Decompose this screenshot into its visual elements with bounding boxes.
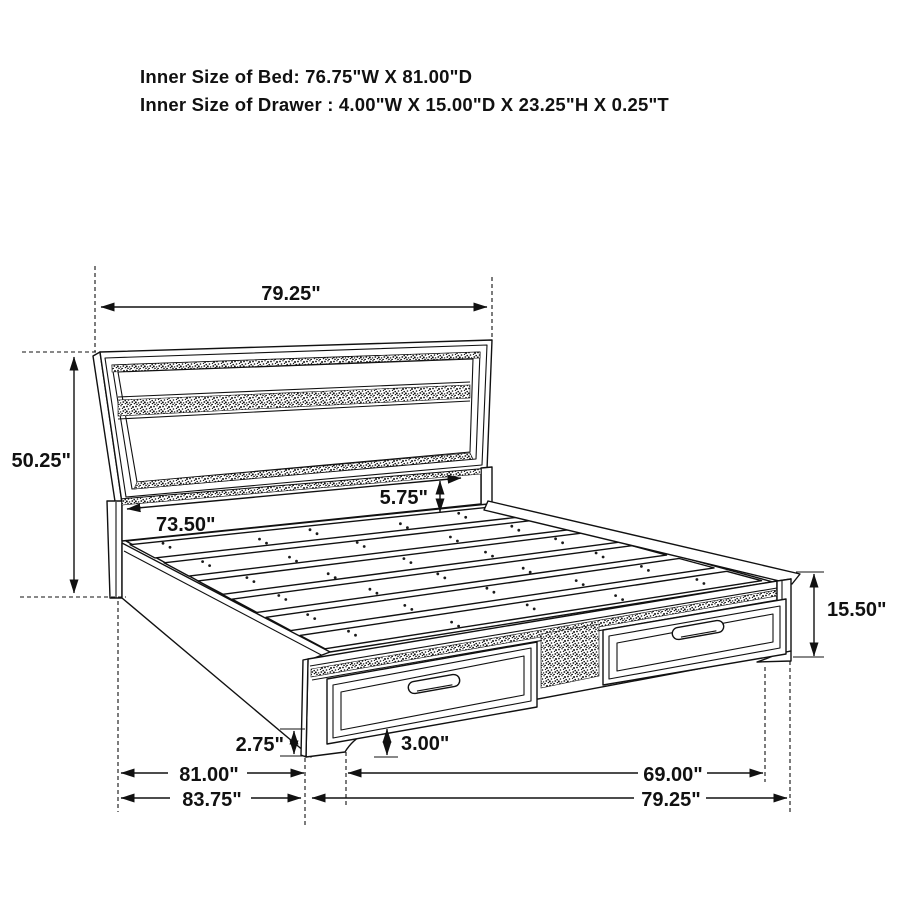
dim-headboard-width bbox=[95, 266, 492, 352]
dim-overall-length bbox=[121, 789, 301, 811]
label-inner-rail-length: 73.50" bbox=[156, 514, 216, 536]
label-rail-height: 5.75" bbox=[379, 487, 428, 509]
label-footboard-width: 79.25" bbox=[641, 789, 701, 811]
bed-drawing bbox=[93, 340, 800, 757]
header-note-bed: Inner Size of Bed: 76.75"W X 81.00"D bbox=[140, 66, 473, 87]
dim-drawer-section-width bbox=[348, 764, 763, 786]
label-overall-height: 50.25" bbox=[11, 450, 71, 472]
label-center-clearance: 3.00" bbox=[401, 733, 450, 755]
header-note-drawer: Inner Size of Drawer : 4.00"W X 15.00"D X 23.25"H X 0.25"T bbox=[140, 94, 669, 115]
dim-inner-length bbox=[121, 764, 304, 786]
label-headboard-width: 79.25" bbox=[261, 283, 321, 305]
label-footboard-height: 15.50" bbox=[827, 599, 887, 621]
label-overall-length: 83.75" bbox=[182, 789, 242, 811]
label-left-foot-clearance: 2.75" bbox=[235, 734, 284, 756]
footboard-left-end bbox=[301, 659, 308, 757]
headboard-right-leg bbox=[481, 467, 492, 506]
dim-footboard-height bbox=[793, 572, 887, 657]
headboard-left-leg bbox=[107, 501, 122, 598]
label-drawer-section-width: 69.00" bbox=[643, 764, 703, 786]
label-inner-length: 81.00" bbox=[179, 764, 239, 786]
dim-footboard-width bbox=[312, 789, 787, 811]
